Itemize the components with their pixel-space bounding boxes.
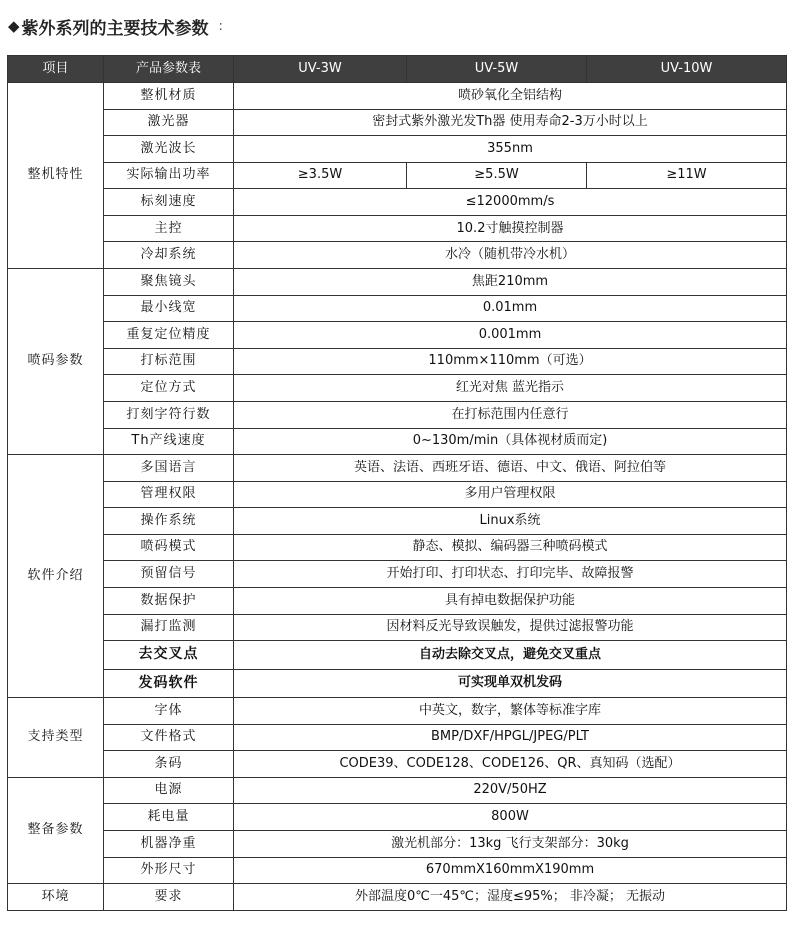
header-item: 项目: [8, 56, 104, 83]
param-name-cell: 重复定位精度: [104, 322, 234, 349]
param-name-cell: 耗电量: [104, 804, 234, 831]
header-model-uv10w: UV-10W: [587, 56, 787, 83]
table-row: [8, 698, 787, 725]
param-value-cell: 红光对焦 蓝光指示: [234, 375, 787, 402]
table-row: [8, 669, 787, 697]
param-name-cell: 喷码模式: [104, 534, 234, 561]
param-name-cell: 最小线宽: [104, 295, 234, 322]
param-name-cell: 数据保护: [104, 587, 234, 614]
table-header-row: [8, 56, 787, 83]
param-value-cell: ≤12000mm/s: [234, 189, 787, 216]
table-row: [8, 269, 787, 296]
category-cell: 支持类型: [8, 698, 104, 778]
param-value-cell: 自动去除交叉点，避免交叉重点: [234, 641, 787, 669]
param-value-cell: 静态、模拟、编码器三种喷码模式: [234, 534, 787, 561]
param-value-cell: BMP/DXF/HPGL/JPEG/PLT: [234, 724, 787, 751]
model-value-cell: ≥11W: [587, 162, 787, 189]
param-name-cell: Th产线速度: [104, 428, 234, 455]
table-row: [8, 831, 787, 858]
param-name-cell: 漏打监测: [104, 614, 234, 641]
param-value-cell: 10.2寸触摸控制器: [234, 215, 787, 242]
param-name-cell: 要求: [104, 884, 234, 911]
param-name-cell: 打标范围: [104, 348, 234, 375]
category-cell: 整备参数: [8, 777, 104, 883]
table-row: [8, 162, 787, 189]
param-value-cell: 0.01mm: [234, 295, 787, 322]
table-row: [8, 83, 787, 110]
param-name-cell: 聚焦镜头: [104, 269, 234, 296]
spec-table: [7, 55, 787, 911]
param-value-cell: 激光机部分：13kg 飞行支架部分：30kg: [234, 831, 787, 858]
param-name-cell: 激光波长: [104, 136, 234, 163]
param-value-cell: 多用户管理权限: [234, 481, 787, 508]
page-title-text: 紫外系列的主要技术参数: [21, 18, 209, 39]
table-row: [8, 724, 787, 751]
header-param: 产品参数表: [104, 56, 234, 83]
param-value-cell: 具有掉电数据保护功能: [234, 587, 787, 614]
table-row: [8, 322, 787, 349]
param-name-cell: 管理权限: [104, 481, 234, 508]
param-name-cell: 机器净重: [104, 831, 234, 858]
param-name-cell: 冷却系统: [104, 242, 234, 269]
param-name-cell: 发码软件: [104, 669, 234, 697]
table-row: [8, 561, 787, 588]
param-name-cell: 主控: [104, 215, 234, 242]
param-name-cell: 激光器: [104, 109, 234, 136]
param-value-cell: 英语、法语、西班牙语、德语、中文、俄语、阿拉伯等: [234, 455, 787, 482]
param-name-cell: 条码: [104, 751, 234, 778]
param-value-cell: 0.001mm: [234, 322, 787, 349]
table-row: [8, 534, 787, 561]
page-title: [8, 14, 223, 38]
category-cell: 环境: [8, 884, 104, 911]
param-name-cell: 打刻字符行数: [104, 401, 234, 428]
param-value-cell: 因材料反光导致误触发，提供过滤报警功能: [234, 614, 787, 641]
table-row: [8, 401, 787, 428]
param-value-cell: 外部温度0℃一45℃；湿度≤95%； 非冷凝； 无振动: [234, 884, 787, 911]
table-row: [8, 348, 787, 375]
param-value-cell: 开始打印、打印状态、打印完毕、故障报警: [234, 561, 787, 588]
param-name-cell: 操作系统: [104, 508, 234, 535]
param-value-cell: 800W: [234, 804, 787, 831]
param-value-cell: Linux系统: [234, 508, 787, 535]
param-value-cell: 355nm: [234, 136, 787, 163]
param-name-cell: 标刻速度: [104, 189, 234, 216]
header-model-uv3w: UV-3W: [234, 56, 407, 83]
table-row: [8, 614, 787, 641]
category-cell: 软件介绍: [8, 455, 104, 698]
param-value-cell: 0~130m/min（具体视材质而定): [234, 428, 787, 455]
param-value-cell: 可实现单双机发码: [234, 669, 787, 697]
table-row: [8, 428, 787, 455]
param-value-cell: 焦距210mm: [234, 269, 787, 296]
param-value-cell: CODE39、CODE128、CODE126、QR、真知码（选配）: [234, 751, 787, 778]
param-name-cell: 电源: [104, 777, 234, 804]
param-name-cell: 文件格式: [104, 724, 234, 751]
category-cell: 整机特性: [8, 83, 104, 269]
table-row: [8, 109, 787, 136]
table-row: [8, 857, 787, 884]
param-name-cell: 预留信号: [104, 561, 234, 588]
param-name-cell: 实际输出功率: [104, 162, 234, 189]
table-row: [8, 508, 787, 535]
model-value-cell: ≥3.5W: [234, 162, 407, 189]
table-row: [8, 189, 787, 216]
table-row: [8, 295, 787, 322]
table-row: [8, 751, 787, 778]
table-row: [8, 587, 787, 614]
table-row: [8, 455, 787, 482]
table-row: [8, 641, 787, 669]
table-row: [8, 242, 787, 269]
table-row: [8, 804, 787, 831]
param-value-cell: 中英文，数字，繁体等标准字库: [234, 698, 787, 725]
table-row: [8, 777, 787, 804]
param-value-cell: 水冷（随机带冷水机）: [234, 242, 787, 269]
param-name-cell: 整机材质: [104, 83, 234, 110]
param-value-cell: 670mmX160mmX190mm: [234, 857, 787, 884]
category-cell: 喷码参数: [8, 269, 104, 455]
header-model-uv5w: UV-5W: [407, 56, 587, 83]
table-row: [8, 884, 787, 911]
table-row: [8, 481, 787, 508]
param-name-cell: 字体: [104, 698, 234, 725]
param-name-cell: 去交叉点: [104, 641, 234, 669]
table-row: [8, 375, 787, 402]
model-value-cell: ≥5.5W: [407, 162, 587, 189]
param-value-cell: 喷砂氧化全铝结构: [234, 83, 787, 110]
param-value-cell: 在打标范围内任意行: [234, 401, 787, 428]
param-value-cell: 密封式紫外激光发Th器 使用寿命2-3万小时以上: [234, 109, 787, 136]
table-row: [8, 215, 787, 242]
param-value-cell: 110mm×110mm（可选）: [234, 348, 787, 375]
table-row: [8, 136, 787, 163]
param-name-cell: 多国语言: [104, 455, 234, 482]
param-value-cell: 220V/50HZ: [234, 777, 787, 804]
param-name-cell: 定位方式: [104, 375, 234, 402]
title-colon: :: [218, 18, 223, 34]
param-name-cell: 外形尺寸: [104, 857, 234, 884]
spec-table-body: [8, 83, 787, 911]
diamond-bullet-icon: ◆: [8, 17, 20, 35]
